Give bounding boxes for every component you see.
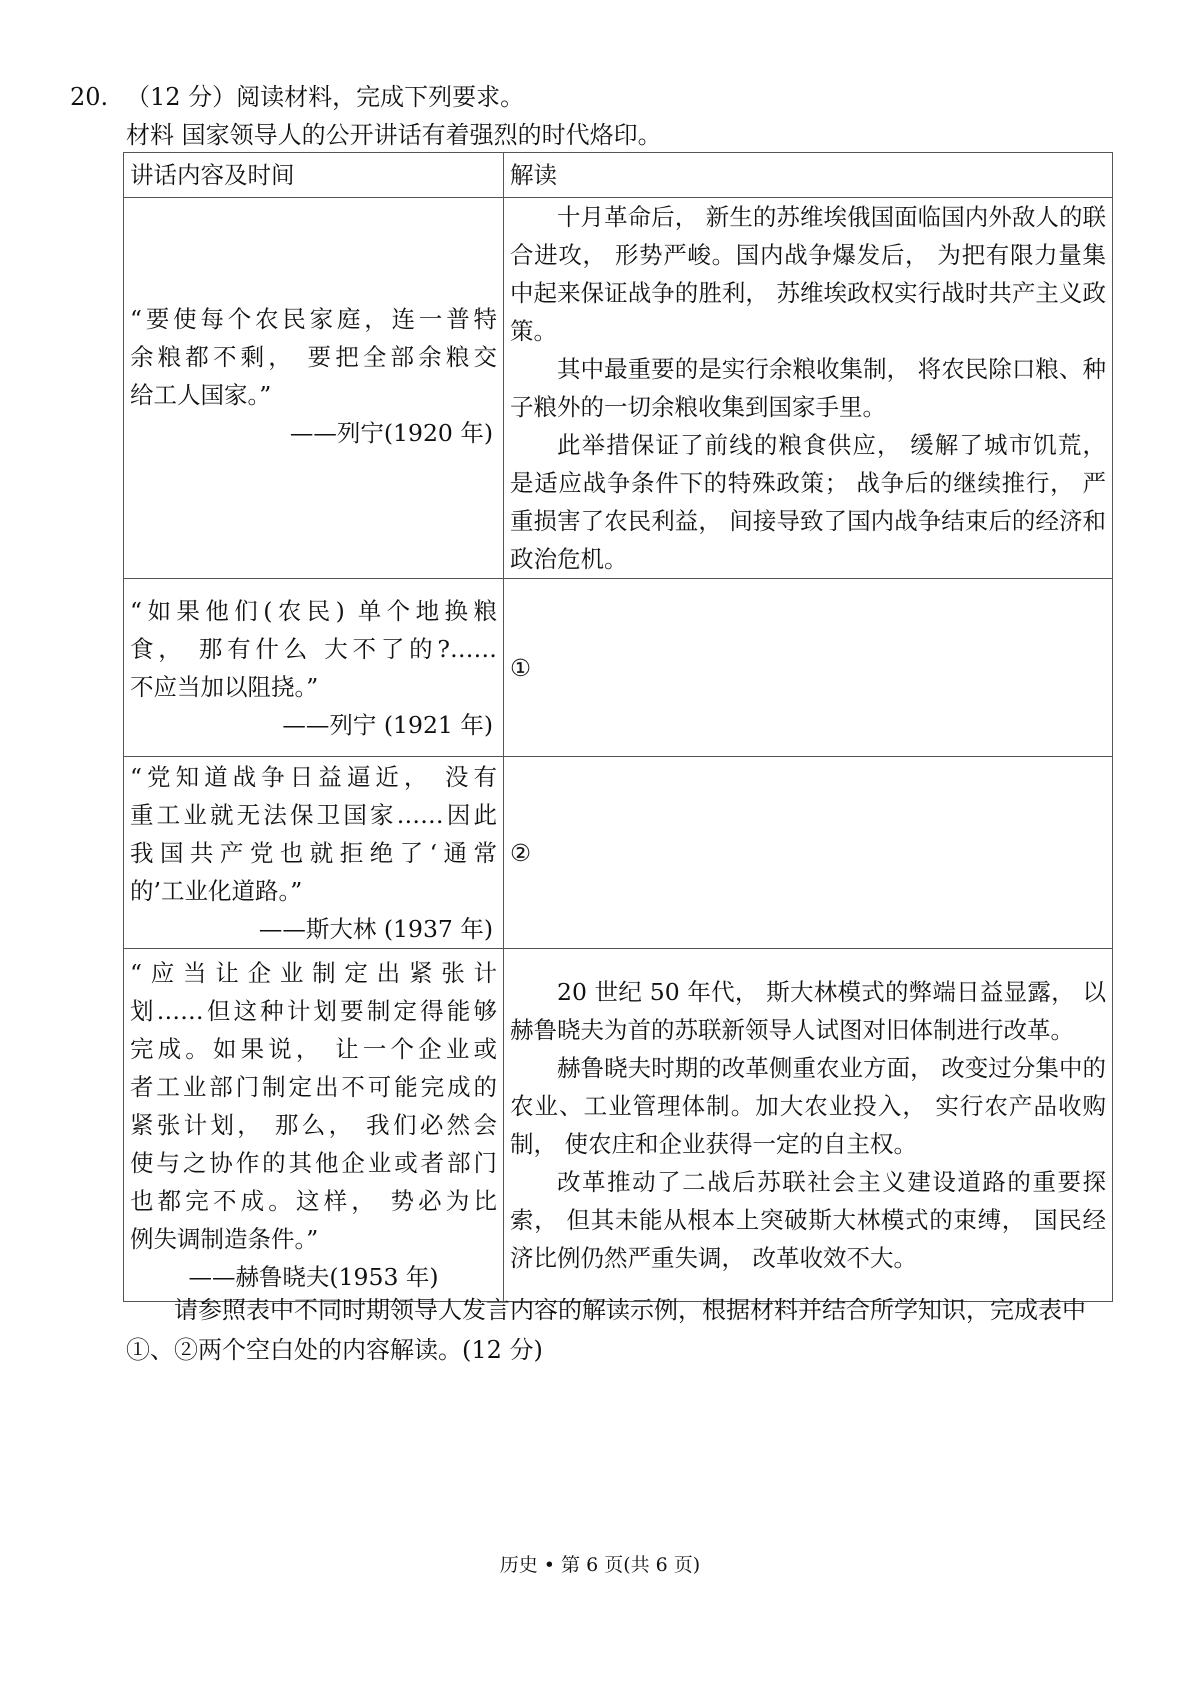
answer-blank-1[interactable]: ① xyxy=(504,579,1113,757)
header-speech: 讲话内容及时间 xyxy=(124,153,504,198)
quote-line: 给工人国家。” xyxy=(130,381,272,409)
quote-line: 重工业就无法保卫国家……因此 xyxy=(130,800,497,829)
answer-blank-2[interactable]: ② xyxy=(504,757,1113,949)
speech-attribution: ——列宁 (1921 年) xyxy=(282,710,493,739)
quote-line: 食， 那有什么 大不了的?…… xyxy=(130,634,497,663)
quote-line: 完成。如果说， 让一个企业或 xyxy=(130,1035,497,1063)
speech-cell xyxy=(124,757,504,949)
quote-line: 紧张计划， 那么， 我们必然会 xyxy=(130,1111,497,1139)
material-table xyxy=(123,152,1113,1302)
header-interpretation: 解读 xyxy=(504,153,1113,198)
table-header-row xyxy=(124,153,1113,198)
interpretation-paragraph: 其中最重要的是实行余粮收集制， 将农民除口粮、种子粮外的一切余粮收集到国家手里。 xyxy=(510,355,1106,421)
table-row xyxy=(124,579,1113,757)
speech-cell xyxy=(124,579,504,757)
speech-cell xyxy=(124,949,504,1302)
speech-attribution: ——斯大林 (1937 年) xyxy=(258,914,493,943)
quote-line: 例失调制造条件。” xyxy=(130,1225,319,1253)
quote-line: “应当让企业制定出紧张计 xyxy=(130,959,497,987)
quote-line: 划……但这种计划要制定得能够 xyxy=(130,997,497,1025)
interpretation-cell xyxy=(504,949,1113,1302)
quote-line: 者工业部门制定出不可能完成的 xyxy=(130,1073,497,1101)
quote-line: “如果他们(农民) 单个地换粮 xyxy=(130,596,497,625)
quote-line: 使与之协作的其他企业或者部门 xyxy=(130,1149,497,1177)
table-row xyxy=(124,757,1113,949)
answer-instruction: 请参照表中不同时期领导人发言内容的解读示例，根据材料并结合所学知识，完成表中①、②两个空白处的内容解读。(12 分) xyxy=(126,1296,1086,1364)
interpretation-paragraph: 改革推动了二战后苏联社会主义建设道路的重要探索， 但其未能从根本上突破斯大林模式的束缚， 国民经济比例仍然严重失调， 改革收效不大。 xyxy=(510,1168,1106,1272)
page-footer: 历史 • 第 6 页(共 6 页) xyxy=(499,1554,701,1576)
table-row xyxy=(124,949,1113,1302)
quote-line: 的’工业化道路。” xyxy=(130,876,303,905)
quote-line: 不应当加以阻挠。” xyxy=(130,672,319,701)
quote-line: “要使每个农民家庭，连一普特 xyxy=(130,305,497,333)
question-prompt: （12 分）阅读材料，完成下列要求。 xyxy=(126,83,525,111)
speech-attribution: ——赫鲁晓夫(1953 年) xyxy=(188,1263,439,1291)
quote-line: “党知道战争日益逼近， 没有 xyxy=(130,762,497,791)
quote-line: 我国共产党也就拒绝了‘通常 xyxy=(130,838,497,867)
quote-line: 余粮都不剩， 要把全部余粮交 xyxy=(130,343,497,371)
interpretation-cell xyxy=(504,198,1113,579)
quote-line: 也都完不成。这样， 势必为比 xyxy=(130,1187,497,1215)
interpretation-paragraph: 20 世纪 50 年代， 斯大林模式的弊端日益显露， 以赫鲁晓夫为首的苏联新领导人试图对旧体制进行改革。 xyxy=(510,978,1106,1044)
speech-attribution: ——列宁(1920 年) xyxy=(289,419,493,447)
question-number: 20. xyxy=(70,83,109,111)
table-row xyxy=(124,198,1113,579)
interpretation-paragraph: 十月革命后， 新生的苏维埃俄国面临国内外敌人的联合进攻， 形势严峻。国内战争爆发后， 为把有限力量集中起来保证战争的胜利， 苏维埃政权实行战时共产主义政策。 xyxy=(510,203,1106,345)
speech-cell xyxy=(124,198,504,579)
question-header xyxy=(70,80,1130,114)
interpretation-paragraph: 此举措保证了前线的粮食供应， 缓解了城市饥荒， 是适应战争条件下的特殊政策； 战争后的继续推行， 严重损害了农民利益， 间接导致了国内战争结束后的经济和政治危机。 xyxy=(510,431,1106,573)
material-intro: 材料 国家领导人的公开讲话有着强烈的时代烙印。 xyxy=(126,121,662,149)
interpretation-paragraph: 赫鲁晓夫时期的改革侧重农业方面， 改变过分集中的农业、工业管理体制。加大农业投入， 实行农产品收购制， 使农庄和企业获得一定的自主权。 xyxy=(510,1054,1106,1158)
